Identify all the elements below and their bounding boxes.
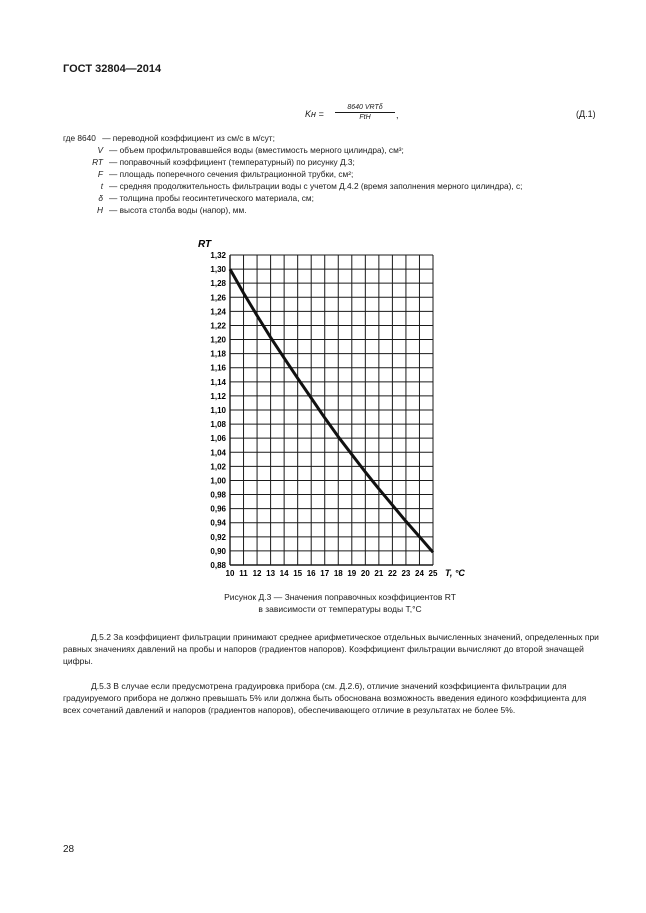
x-tick-label: 21 <box>374 569 384 578</box>
figure-caption-line2: в зависимости от температуры воды T,°C <box>258 604 422 614</box>
y-tick-label: 1,32 <box>210 251 226 260</box>
definition-text: — средняя продолжительность фильтрации воды с учетом Д.4.2 (время заполнения мерного цилиндра), с; <box>109 181 523 191</box>
definition-symbol: δ <box>98 193 103 203</box>
formula-lhs: Kн = <box>305 109 324 119</box>
y-tick-label: 1,02 <box>210 462 226 472</box>
definition-symbol: где 8640 <box>63 133 96 143</box>
y-tick-label: 1,14 <box>210 377 226 387</box>
x-tick-label: 18 <box>333 569 343 578</box>
y-tick-label: 1,26 <box>210 293 226 303</box>
definition-symbol: V <box>97 145 103 155</box>
x-tick-label: 25 <box>428 569 438 578</box>
y-tick-label: 0,96 <box>210 504 226 514</box>
definition-text: — толщина пробы геосинтетического материала, см; <box>109 193 314 203</box>
y-tick-label: 1,06 <box>210 434 226 444</box>
definition-text: — высота столба воды (напор), мм. <box>109 205 247 215</box>
y-tick-label: 1,20 <box>210 335 226 345</box>
x-tick-label: 23 <box>401 569 411 578</box>
definition-text: — переводной коэффициент из см/с в м/сут; <box>102 133 275 143</box>
y-tick-label: 0,90 <box>210 546 226 556</box>
x-tick-label: 17 <box>320 569 330 578</box>
y-tick-label: 0,98 <box>210 490 226 500</box>
x-tick-label: 11 <box>239 569 248 578</box>
y-tick-label: 1,08 <box>210 420 226 430</box>
x-tick-label: 10 <box>225 569 235 578</box>
y-tick-label: 1,10 <box>210 406 226 415</box>
y-tick-label: 1,18 <box>210 349 226 359</box>
definition-text: — объем профильтровавшейся воды (вместимость мерного цилиндра), см³; <box>109 145 404 155</box>
figure-caption-line1: Рисунок Д.3 — Значения поправочных коэффициентов RT <box>224 592 456 602</box>
page-number: 28 <box>63 844 75 855</box>
definition-text: — поправочный коэффициент (температурный) по рисунку Д.3; <box>109 157 355 167</box>
y-tick-label: 1,28 <box>210 279 226 289</box>
y-tick-label: 0,88 <box>210 561 226 570</box>
figure-caption <box>140 591 540 615</box>
formula-denominator: FtH <box>359 114 371 121</box>
equation-number: (Д.1) <box>576 109 596 119</box>
y-tick-label: 1,04 <box>210 448 226 458</box>
y-tick-label: 0,92 <box>210 532 226 542</box>
y-tick-label: 1,24 <box>210 307 226 317</box>
x-tick-label: 13 <box>266 569 276 578</box>
y-tick-label: 0,94 <box>210 518 226 528</box>
x-tick-label: 22 <box>387 569 397 578</box>
definition-symbol: H <box>97 205 103 215</box>
definition-symbol: RT <box>92 157 103 167</box>
x-axis-label: T, °C <box>445 568 465 578</box>
definition-symbol: F <box>97 169 103 179</box>
formula-numerator: 8640 VRTδ <box>335 104 395 113</box>
y-tick-label: 1,16 <box>210 363 226 373</box>
x-tick-label: 24 <box>415 569 424 578</box>
y-tick-label: 1,00 <box>210 476 226 486</box>
x-tick-label: 14 <box>279 569 289 578</box>
x-tick-label: 15 <box>293 569 303 578</box>
y-axis-label: RT <box>198 239 212 250</box>
definition-text: — площадь поперечного сечения фильтрационной трубки, см²; <box>109 169 354 179</box>
x-tick-label: 12 <box>252 569 262 578</box>
paragraph-d52: Д.5.2 За коэффициент фильтрации принимают среднее арифметическое отдельных вычисленных значений, определенных при равных значениях давлений на пробы и напоров (градиентов напоров). Коэффициент фильтрации вычисляют до второй значащей цифры. <box>63 632 599 666</box>
definition-symbol: t <box>100 181 103 191</box>
y-tick-label: 1,12 <box>210 391 226 401</box>
x-tick-label: 16 <box>306 569 316 578</box>
document-header: ГОСТ 32804—2014 <box>63 63 162 75</box>
y-tick-label: 1,30 <box>210 265 226 275</box>
x-tick-label: 20 <box>360 569 370 578</box>
x-tick-label: 19 <box>347 569 357 578</box>
paragraph-d53: Д.5.3 В случае если предусмотрена градуировка прибора (см. Д.2.6), отличие значений коэффициента фильтрации для градуируемого прибора не должно превышать 5% или должна быть обоснована возможность введения единого коэффициента для всех сочетаний давлений и напоров (градиентов напоров), обеспечивающего отличие в результатах не более 5%. <box>63 681 587 715</box>
formula-comma: , <box>396 110 399 120</box>
y-tick-label: 1,22 <box>210 321 226 331</box>
